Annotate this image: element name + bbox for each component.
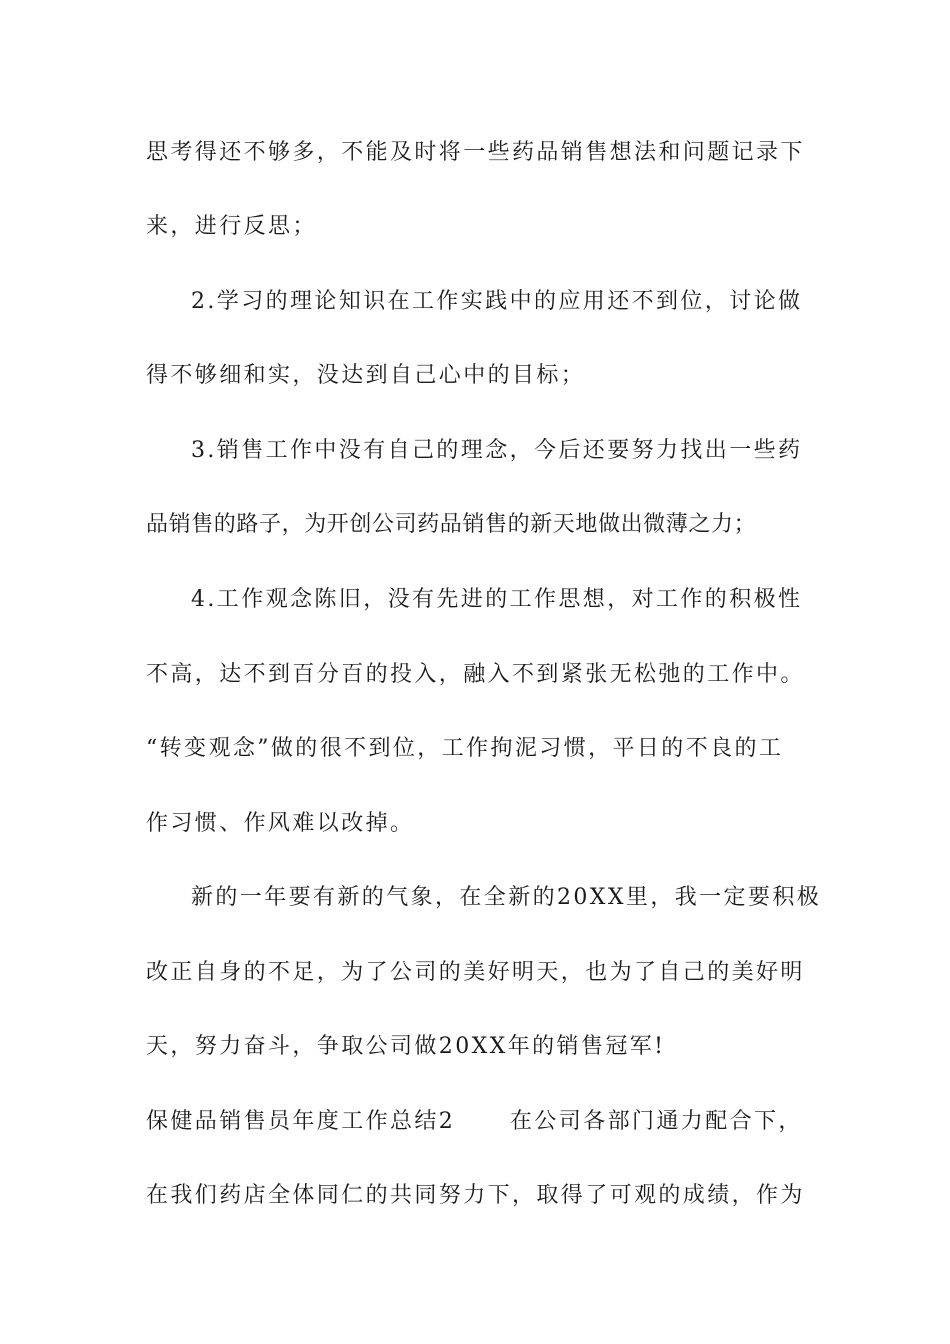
paragraph-line: 品销售的路子，为开创公司药品销售的新天地做出微薄之力； — [146, 512, 757, 537]
paragraph-line: 4.工作观念陈旧，没有先进的工作思想，对工作的积极性 — [191, 587, 803, 612]
section-heading: 保健品销售员年度工作总结2 — [146, 1109, 456, 1134]
paragraph-line: 思考得还不够多，不能及时将一些药品销售想法和问题记录下 — [146, 140, 805, 165]
paragraph-line: 天，努力奋斗，争取公司做20XX年的销售冠军! — [146, 1034, 666, 1059]
paragraph-line: 在公司各部门通力配合下， — [510, 1109, 803, 1134]
paragraph-line: 3.销售工作中没有自己的理念，今后还要努力找出一些药 — [191, 438, 803, 463]
paragraph-line: 改正自身的不足，为了公司的美好明天，也为了自己的美好明 — [146, 960, 805, 985]
paragraph-line: 2.学习的理论知识在工作实践中的应用还不到位，讨论做 — [191, 289, 803, 314]
paragraph-line: 不高，达不到百分百的投入，融入不到紧张无松弛的工作中。 — [146, 662, 805, 687]
paragraph-line: 在我们药店全体同仁的共同努力下，取得了可观的成绩，作为 — [146, 1183, 805, 1208]
paragraph-line: 来，进行反思； — [146, 214, 317, 239]
paragraph-line: “转变观念”做的很不到位，工作拘泥习惯，平日的不良的工 — [146, 736, 784, 761]
paragraph-line: 得不够细和实，没达到自己心中的目标； — [146, 363, 586, 388]
paragraph-line: 新的一年要有新的气象，在全新的20XX里，我一定要积极 — [191, 885, 822, 910]
paragraph-line: 作习惯、作风难以改掉。 — [146, 811, 415, 836]
